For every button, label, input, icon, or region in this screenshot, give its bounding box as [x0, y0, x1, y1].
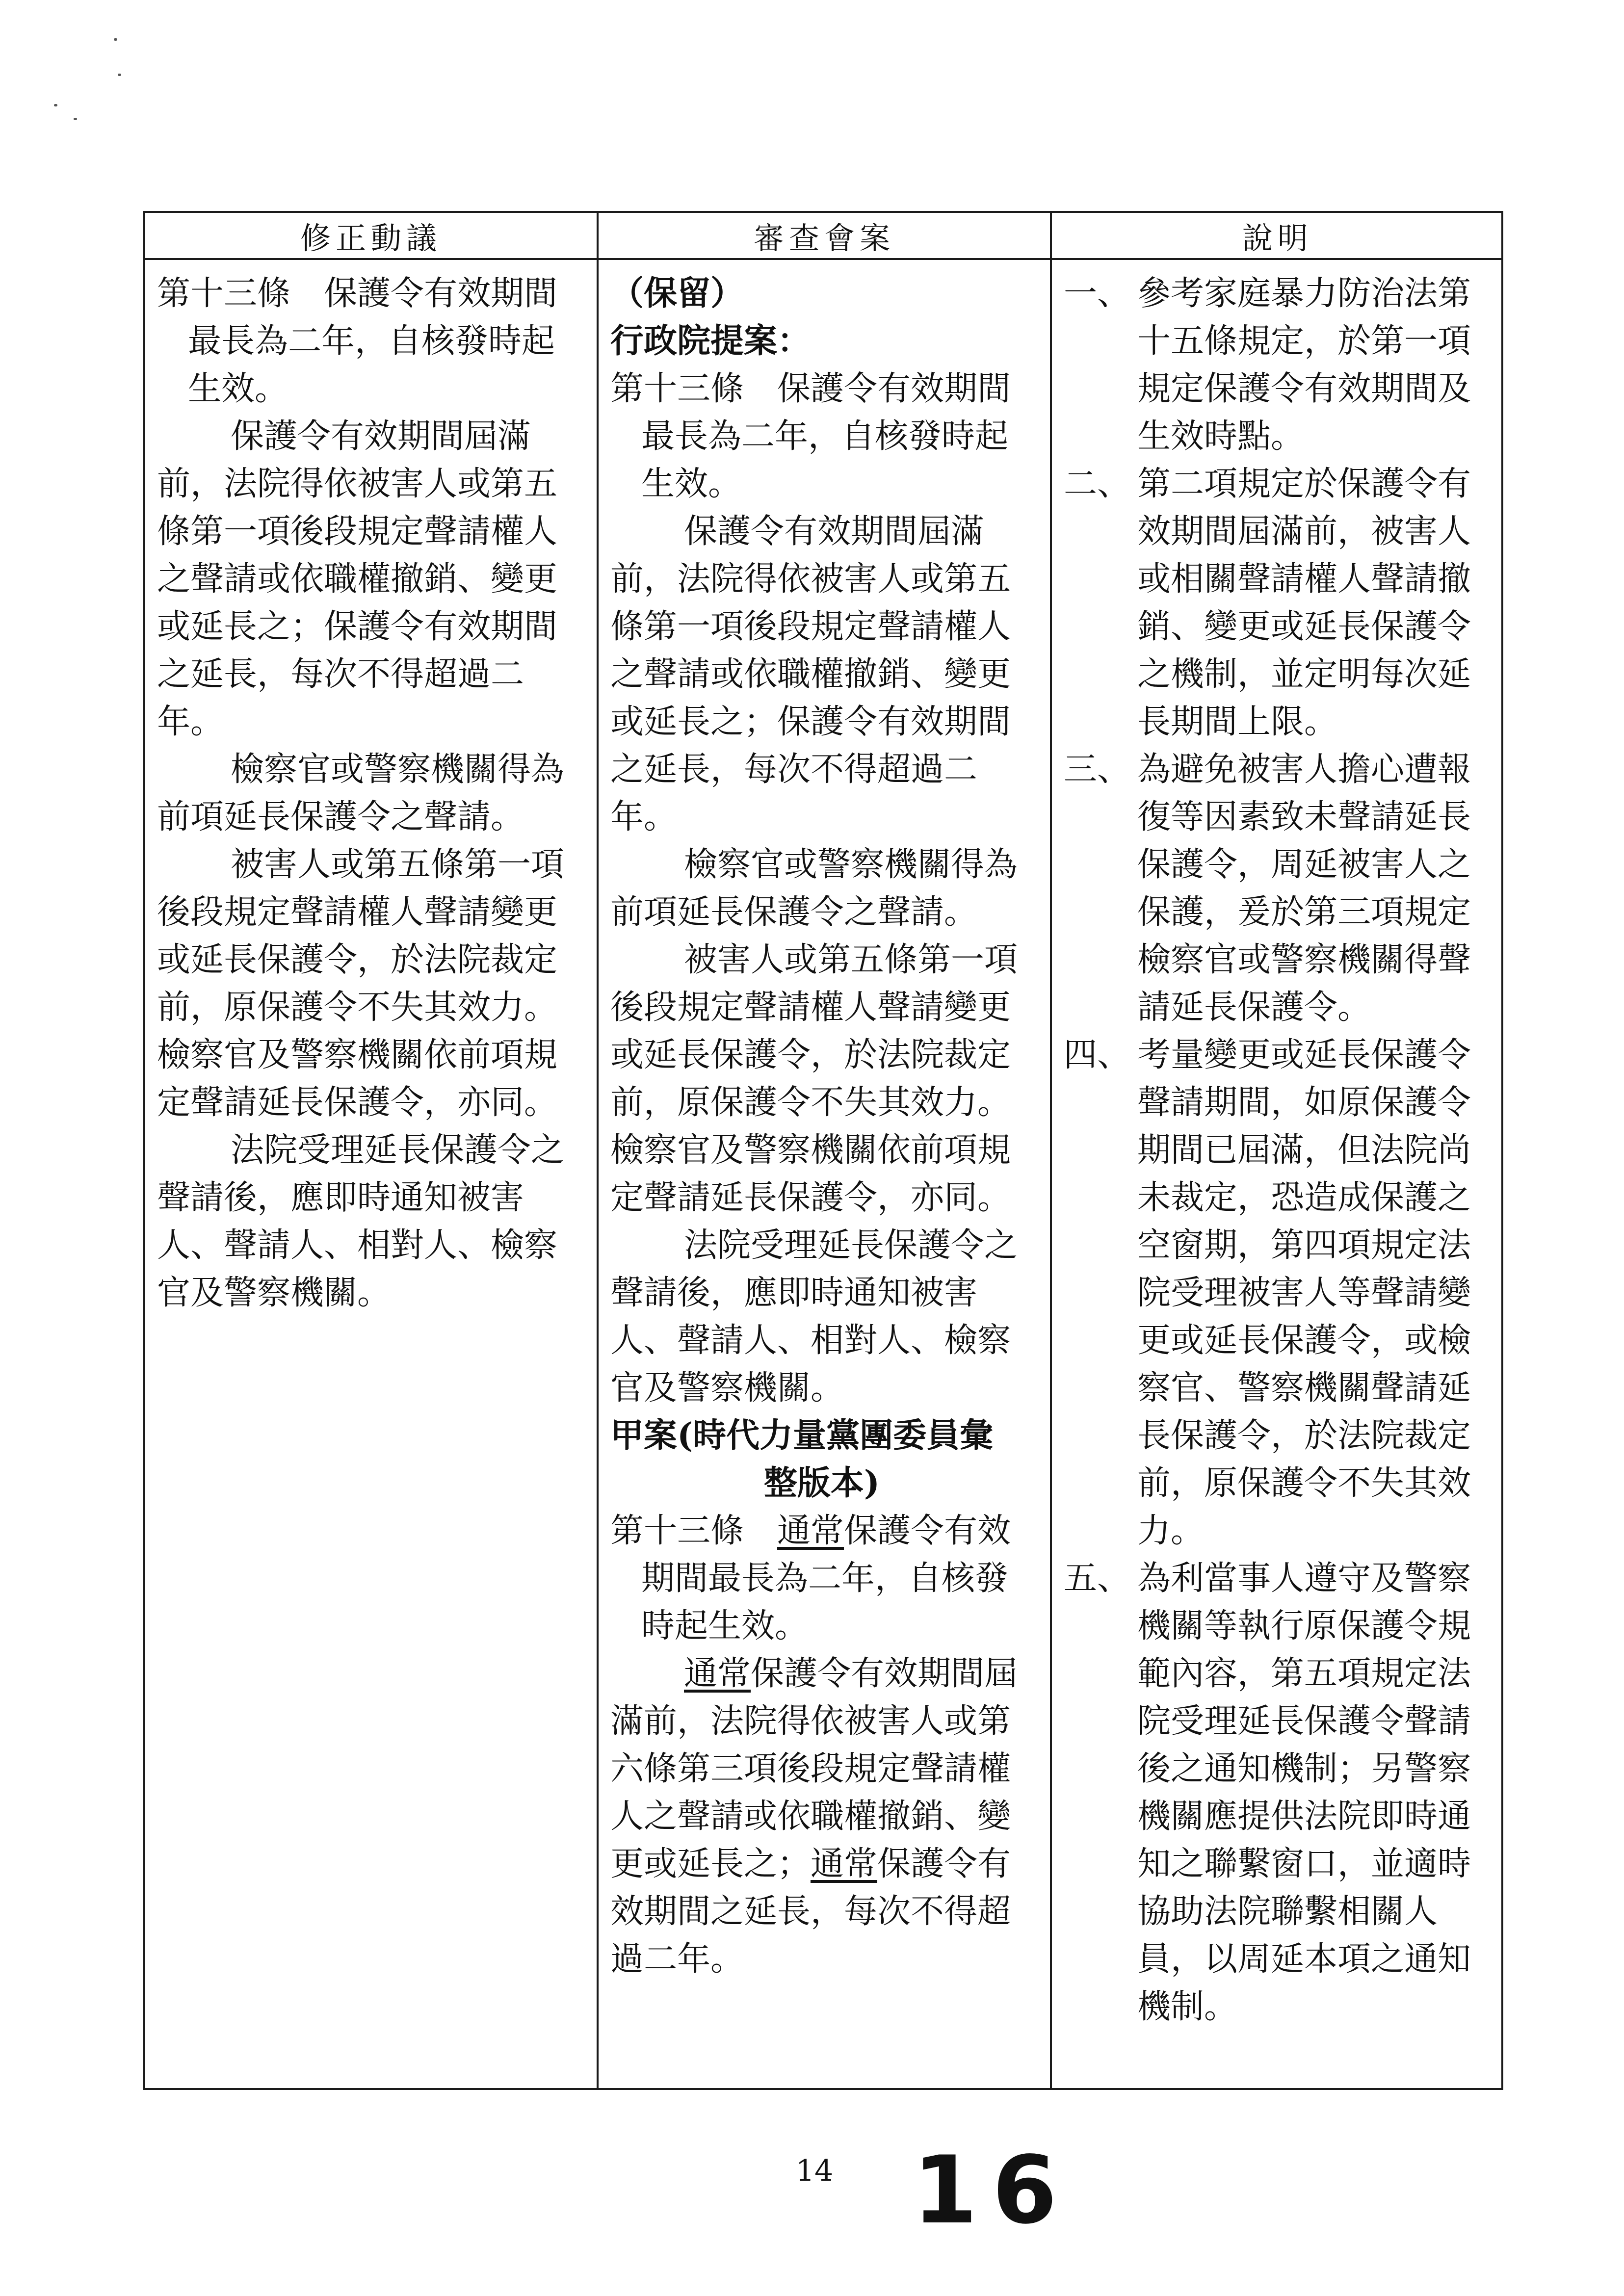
item-number: 一、	[1064, 274, 1131, 313]
exec-article-13: 第十三條 保護令有效期間最長為二年，自核發時起生效。	[610, 369, 1011, 503]
explanation-column	[1064, 260, 1487, 2031]
explanation-item	[1064, 460, 1487, 746]
handwritten-page-number: 16	[913, 2136, 1072, 2244]
paragraph-text: 保護令有效期間屆滿前，法院得依被害人或第六條第三項後段規定聲請權人之聲請或依職權撤銷、變更或延長之；	[610, 1654, 1018, 1883]
item-text: 第二項規定於保護令有效期間屆滿前，被害人或相關聲請權人聲請撤銷、變更或延長保護令之機制，並定明每次延長期間上限。	[1137, 465, 1471, 741]
column-divider	[1050, 213, 1052, 2088]
executive-yuan-heading: 行政院提案：	[610, 321, 811, 361]
item-number: 五、	[1064, 1559, 1131, 1598]
item-text: 參考家庭暴力防治法第十五條規定，於第一項規定保護令有效期間及生效時點。	[1137, 274, 1471, 456]
paragraph: 保護令有效期間屆滿前，法院得依被害人或第五條第一項後段規定聲請權人之聲請或依職權撤銷、變更或延長之；保護令有效期間之延長，每次不得超過二年。	[610, 512, 1011, 836]
item-number: 四、	[1064, 1036, 1131, 1074]
underlined-amendment: 通常	[811, 1845, 878, 1883]
paragraph: 法院受理延長保護令之聲請後，應即時通知被害人、聲請人、相對人、檢察官及警察機關。	[157, 1131, 565, 1312]
plan-a-article-13	[610, 1507, 1033, 1650]
paragraph	[610, 1650, 1033, 1983]
underlined-amendment: 通常	[684, 1654, 751, 1693]
paragraph: 保護令有效期間屆滿前，法院得依被害人或第五條第一項後段規定聲請權人之聲請或依職權撤銷、變更或延長之；保護令有效期間之延長，每次不得超過二年。	[157, 417, 558, 741]
paragraph: 檢察官或警察機關得為前項延長保護令之聲請。	[610, 845, 1018, 932]
scan-speck	[118, 74, 121, 76]
committee-draft-column	[610, 260, 1033, 1983]
plan-a-heading-continued: 整版本)	[763, 1463, 880, 1503]
amendment-motion-column	[157, 260, 584, 1317]
article-prefix: 第十三條	[610, 1512, 778, 1550]
plan-a-heading: 甲案(時代力量黨團委員彙	[610, 1416, 994, 1455]
paragraph: 檢察官或警察機關得為前項延長保護令之聲請。	[157, 750, 565, 836]
explanation-item	[1064, 270, 1487, 460]
reserved-note: （保留）	[610, 274, 744, 313]
scan-speck	[74, 118, 77, 120]
underlined-amendment: 通常	[777, 1512, 844, 1550]
paragraph: 被害人或第五條第一項後段規定聲請權人聲請變更或延長保護令，於法院裁定前，原保護令不失其效力。檢察官及警察機關依前項規定聲請延長保護令，亦同。	[610, 940, 1018, 1217]
header-committee-draft: 審查會案	[753, 220, 895, 256]
scan-speck	[114, 38, 117, 41]
item-text: 為避免被害人擔心遭報復等因素致未聲請延長保護令，周延被害人之保護，爰於第三項規定檢察官或警察機關得聲請延長保護令。	[1137, 750, 1471, 1027]
article-13: 第十三條 保護令有效期間最長為二年，自核發時起生效。	[157, 274, 558, 408]
article-text: 保護令有效期間最長為二年，自核發時起生效。	[641, 1512, 1011, 1645]
comparison-table	[143, 211, 1503, 2090]
paragraph: 被害人或第五條第一項後段規定聲請權人聲請變更或延長保護令，於法院裁定前，原保護令不失其效力。檢察官及警察機關依前項規定聲請延長保護令，亦同。	[157, 845, 565, 1122]
item-number: 三、	[1064, 750, 1131, 789]
item-text: 考量變更或延長保護令聲請期間，如原保護令期間已屆滿，但法院尚未裁定，恐造成保護之空窗期，第四項規定法院受理被害人等聲請變更或延長保護令，或檢察官、警察機關聲請延長保護令，於法院裁定前，原保護令不失其效力。	[1137, 1036, 1471, 1550]
column-divider	[597, 213, 599, 2088]
item-number: 二、	[1064, 465, 1131, 503]
page-number: 14	[795, 2154, 834, 2188]
explanation-item	[1064, 1555, 1487, 2031]
item-text: 為利當事人遵守及警察機關等執行原保護令規範內容，第五項規定法院受理延長保護令聲請後之通知機制；另警察機關應提供法院即時通知之聯繫窗口，並適時協助法院聯繫相關人員，以周延本項之通知機制。	[1137, 1559, 1471, 2026]
paragraph-text: 保護令有效期間之延長，每次不得超過二年。	[610, 1845, 1011, 1979]
scan-speck	[54, 104, 57, 106]
explanation-item	[1064, 1031, 1487, 1555]
paragraph: 法院受理延長保護令之聲請後，應即時通知被害人、聲請人、相對人、檢察官及警察機關。	[610, 1226, 1018, 1408]
header-explanation: 說明	[1242, 220, 1313, 256]
explanation-item	[1064, 746, 1487, 1031]
header-amendment-motion: 修正動議	[300, 220, 442, 256]
